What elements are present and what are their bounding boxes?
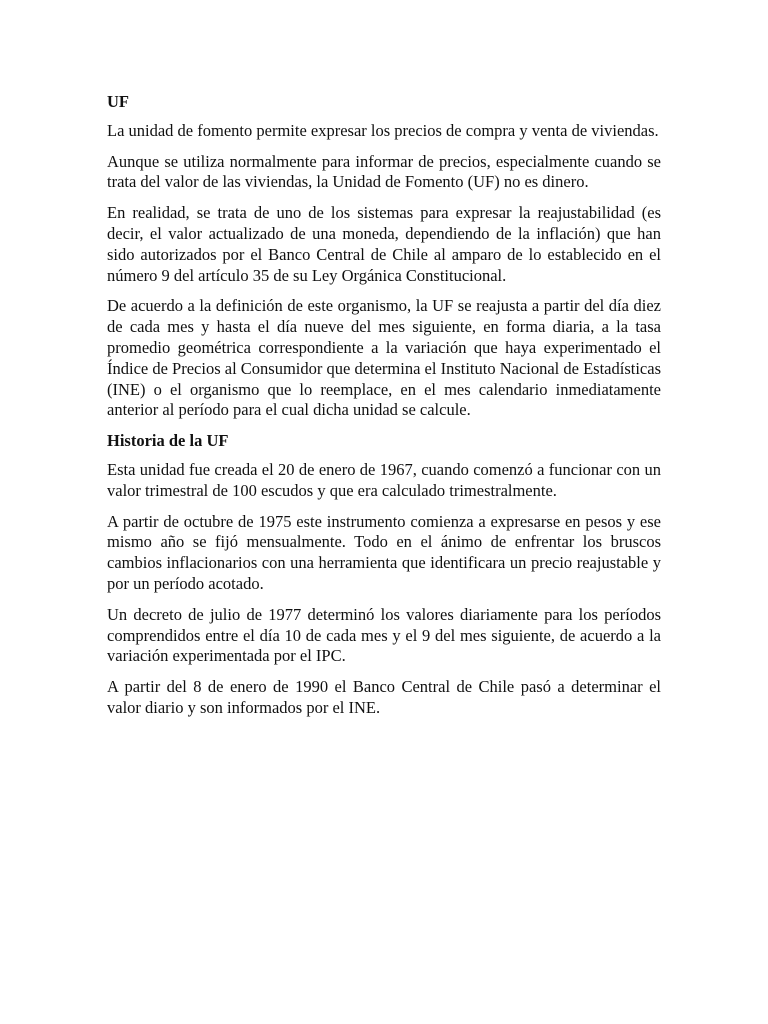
paragraph-intro-4: De acuerdo a la definición de este organismo, la UF se reajusta a partir del día diez de cada mes y hasta el día nueve del mes siguiente, en forma diaria, a la tasa promedio geométrica correspondiente a la variación que haya experimentado el Índice de Precios al Consumidor que determina el Instituto Nacional de Estadísticas (INE) o el organismo que lo reemplace, en el mes calendario inmediatamente anterior al período para el cual dicha unidad se calcule. (107, 296, 661, 420)
paragraph-history-2: A partir de octubre de 1975 este instrumento comienza a expresarse en pesos y ese mismo año se fijó mensualmente. Todo en el ánimo de enfrentar los bruscos cambios inflacionarios con una herramienta que identificara un precio reajustable y por un período acotado. (107, 511, 661, 593)
paragraph-intro-2: Aunque se utiliza normalmente para informar de precios, especialmente cuando se trata del valor de las viviendas, la Unidad de Fomento (UF) no es dinero. (107, 151, 661, 192)
paragraph-intro-3: En realidad, se trata de uno de los sistemas para expresar la reajustabilidad (es decir, el valor actualizado de una moneda, dependiendo de la inflación) que han sido autorizados por el Banco Central de Chile al amparo de lo establecido en el número 9 del artículo 35 de su Ley Orgánica Constitucional. (107, 203, 661, 285)
paragraph-history-4: A partir del 8 de enero de 1990 el Banco Central de Chile pasó a determinar el valor diario y son informados por el INE. (107, 677, 661, 717)
paragraph-history-1: Esta unidad fue creada el 20 de enero de 1967, cuando comenzó a funcionar con un valor trimestral de 100 escudos y que era calculado trimestralmente. (107, 459, 661, 500)
paragraph-history-3: Un decreto de julio de 1977 determinó los valores diariamente para los períodos comprendidos entre el día 10 de cada mes y el 9 del mes siguiente, de acuerdo a la variación experimentada por el IPC. (107, 604, 661, 666)
document-title: UF (107, 92, 129, 111)
document-page (107, 92, 661, 729)
section-heading-history: Historia de la UF (107, 431, 229, 451)
paragraph-intro-1: La unidad de fomento permite expresar los precios de compra y venta de viviendas. (107, 120, 659, 140)
